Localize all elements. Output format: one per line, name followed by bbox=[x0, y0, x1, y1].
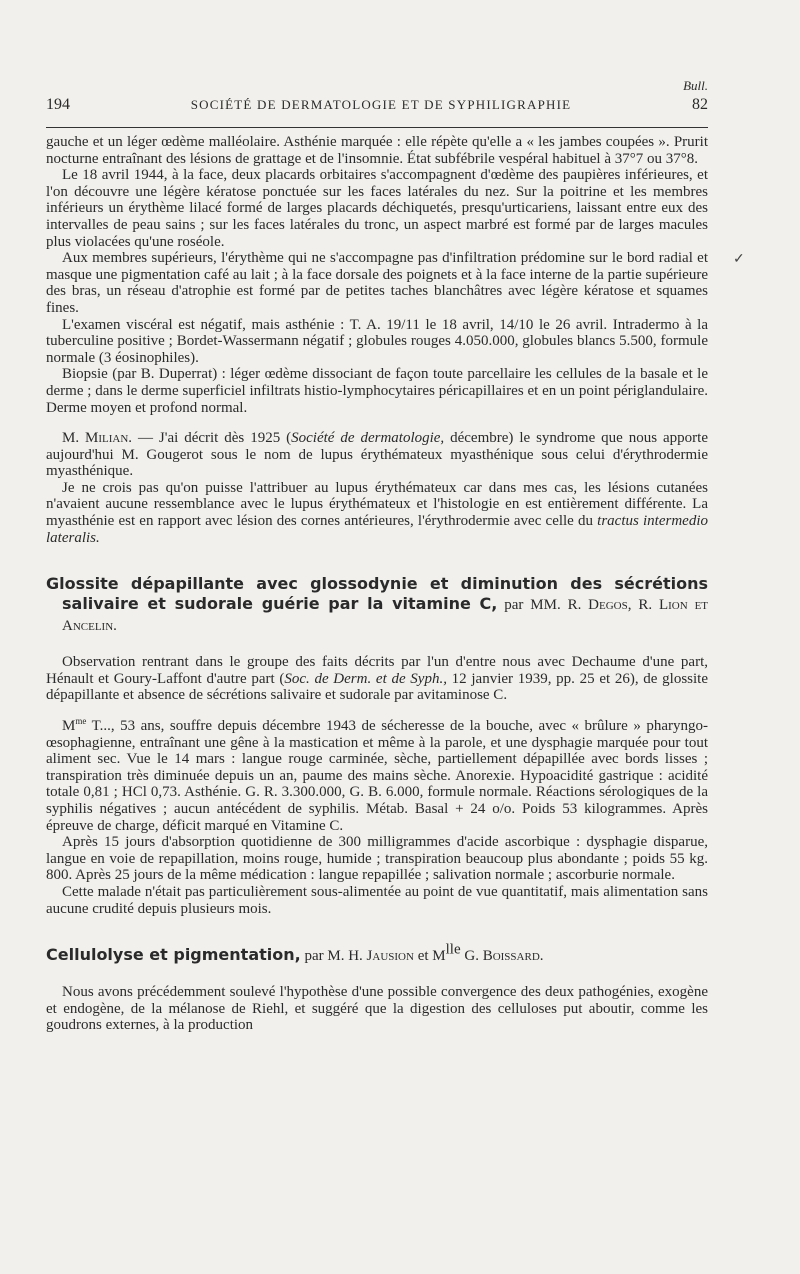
running-title: SOCIÉTÉ DE DERMATOLOGIE ET DE SYPHILIGRAPHIE bbox=[190, 97, 572, 112]
issue-number: 82 bbox=[692, 96, 708, 113]
article-heading: Cellulolyse et pigmentation, par M. H. Jausion et $M^{lle}$ G. Boissard. bbox=[46, 941, 544, 965]
paragraph: Le 18 avril 1944, à la face, deux placards orbitaires s'accompagnent d'œdème des paupières inférieures, et l'on découvre une légère kératose ponctuée sur les faces latérales du nez. Sur la poitrine et les membres inférieurs un érythème lilacé formé de larges placards déchiquetés, presqu'urticariens, laissant entre eux des intervalles de peau sains ; sur les faces latérales du tronc, un aspect marbré est formé par de larges macules plus violacées qu'une roséole. bbox=[46, 167, 708, 250]
paragraph: gauche et un léger œdème malléolaire. Asthénie marquée : elle répète qu'elle a « les jambes coupées ». Prurit nocturne entraînant des lésions de grattage et de l'insomnie. État subfébrile vespéral habituel à 37°7 ou 37°8. bbox=[46, 134, 708, 167]
article-authors: R. Degos, R. Lion et Ancelin. bbox=[62, 597, 709, 635]
running-header bbox=[46, 96, 708, 116]
anatomical-term: tractus intermedio lateralis. bbox=[46, 513, 708, 546]
discussion-paragraph: M. Milian. — J'ai décrit dès 1925 (Société de dermatologie, décembre) le syndrome que nous apporte aujourd'hui M. Gougerot sous le nom de lupus érythémateux myasthénique sous celui d'érythrodermie myasthénique. bbox=[46, 430, 708, 480]
bull-label: Bull. bbox=[683, 78, 708, 93]
header-rule bbox=[46, 127, 708, 128]
paragraph: Nous avons précédemment soulevé l'hypothèse d'une possible convergence des deux pathogénies, exogène et endogène, de la mélanose de Riehl, et suggéré que la digestion des celluloses put aboutir, comme les goudrons externes, à la production bbox=[46, 984, 708, 1034]
paragraph: Aux membres supérieurs, l'érythème qui ne s'accompagne pas d'infiltration prédomine sur le bord radial et masque une pigmentation café au lait ; à la face dorsale des poignets et à la face interne de la partie supérieure des bras, un réseau d'atrophie est formé par de petites taches blanchâtres avec légère kératose et squames fines. bbox=[46, 250, 708, 316]
article-title: Cellulolyse et pigmentation, bbox=[46, 945, 301, 965]
article-title: Glossite dépapillante avec glossodynie et diminution des sécrétions salivaire et sudorale guérie par la vitamine C, bbox=[46, 574, 708, 614]
speaker-name: M. Milian. bbox=[62, 430, 133, 447]
article-author: Jausion bbox=[366, 948, 414, 965]
case-paragraph: $M^{me}$ T..., 53 ans, souffre depuis décembre 1943 de sécheresse de la bouche, avec « brûlure » pharyngo-œsophagienne, entraînant une gêne à la mastication et même à la parole, et une dysphagie marquée pour tout aliment sec. Vue le 14 mars : langue rouge carminée, sèche, partiellement dépapillée avec bords lisses ; transpiration très diminuée depuis un an, paume des mains sèche. Anorexie. Hypoacidité gastrique : acidité totale 0,81 ; HCl 0,73. Asthénie. G. R. 3.300.000, G. B. 6.000, formule normale. Réactions sérologiques de la syphilis négatives ; aucun antécédent de syphilis. Métab. Basal + 24 o/o. Poids 53 kilogrammes. Après épreuve de charge, déficit marqué en Vitamine C. bbox=[46, 716, 708, 834]
discussion-paragraph: Je ne crois pas qu'on puisse l'attribuer au lupus érythémateux car dans mes cas, les lésions cutanées n'avaient aucune ressemblance avec le lupus érythémateux et l'histologie en est entièrement différente. La myasthénie est en rapport avec lésion des cornes antérieures, l'érythrodermie avec celle du tractus intermedio lateralis. bbox=[46, 479, 708, 546]
paragraph: Biopsie (par B. Duperrat) : léger œdème dissociant de façon toute parcellaire les cellules de la basale et le derme ; dans le derme superficiel infiltrats histio-lymphocytaires péricapillaires et en un point périglandulaire. Derme moyen et profond normal. bbox=[46, 366, 708, 416]
citation: Soc. de Derm. et de Syph., bbox=[284, 670, 447, 687]
article-author: G. Boissard. bbox=[460, 948, 544, 965]
paragraph: Cette malade n'était pas particulièrement sous-alimentée au point de vue quantitatif, mais alimentation sans aucune crudité depuis plusieurs mois. bbox=[46, 883, 708, 917]
page-number: 194 bbox=[46, 96, 70, 113]
paragraph: Observation rentrant dans le groupe des faits décrits par l'un d'entre nous avec Dechaume d'une part, Hénault et Goury-Laffont d'autre part (Soc. de Derm. et de Syph., 12 janvier 1939, pp. 25 et 26), de glossite dépapillante et absence de sécrétions salivaire et sudorale par avitaminose C. bbox=[46, 654, 708, 704]
citation: Société de dermatologie, bbox=[291, 430, 445, 447]
margin-check-mark: ✓ bbox=[733, 252, 745, 267]
page-body bbox=[46, 134, 708, 1034]
paragraph: L'examen viscéral est négatif, mais asthénie : T. A. 19/11 le 18 avril, 14/10 le 26 avril. Intradermo à la tuberculine positive ; Bordet-Wassermann négatif ; globules rouges 4.050.000, globules blancs 5.500, formule normale (3 éosinophiles). bbox=[46, 316, 708, 366]
paragraph: Après 15 jours d'absorption quotidienne de 300 milligrammes d'acide ascorbique : dysphagie disparue, langue en voie de repapillation, moins rouge, humide ; transpiration beaucoup plus abondante ; poids 55 kg. 800. Après 25 jours de la même médication : langue repapillée ; salivation normale ; ascorburie normale. bbox=[46, 834, 708, 884]
article-heading: Glossite dépapillante avec glossodynie et diminution des sécrétions salivaire et sudorale guérie par la vitamine C, par MM. R. Degos, R. Lion et Ancelin. bbox=[46, 574, 709, 635]
